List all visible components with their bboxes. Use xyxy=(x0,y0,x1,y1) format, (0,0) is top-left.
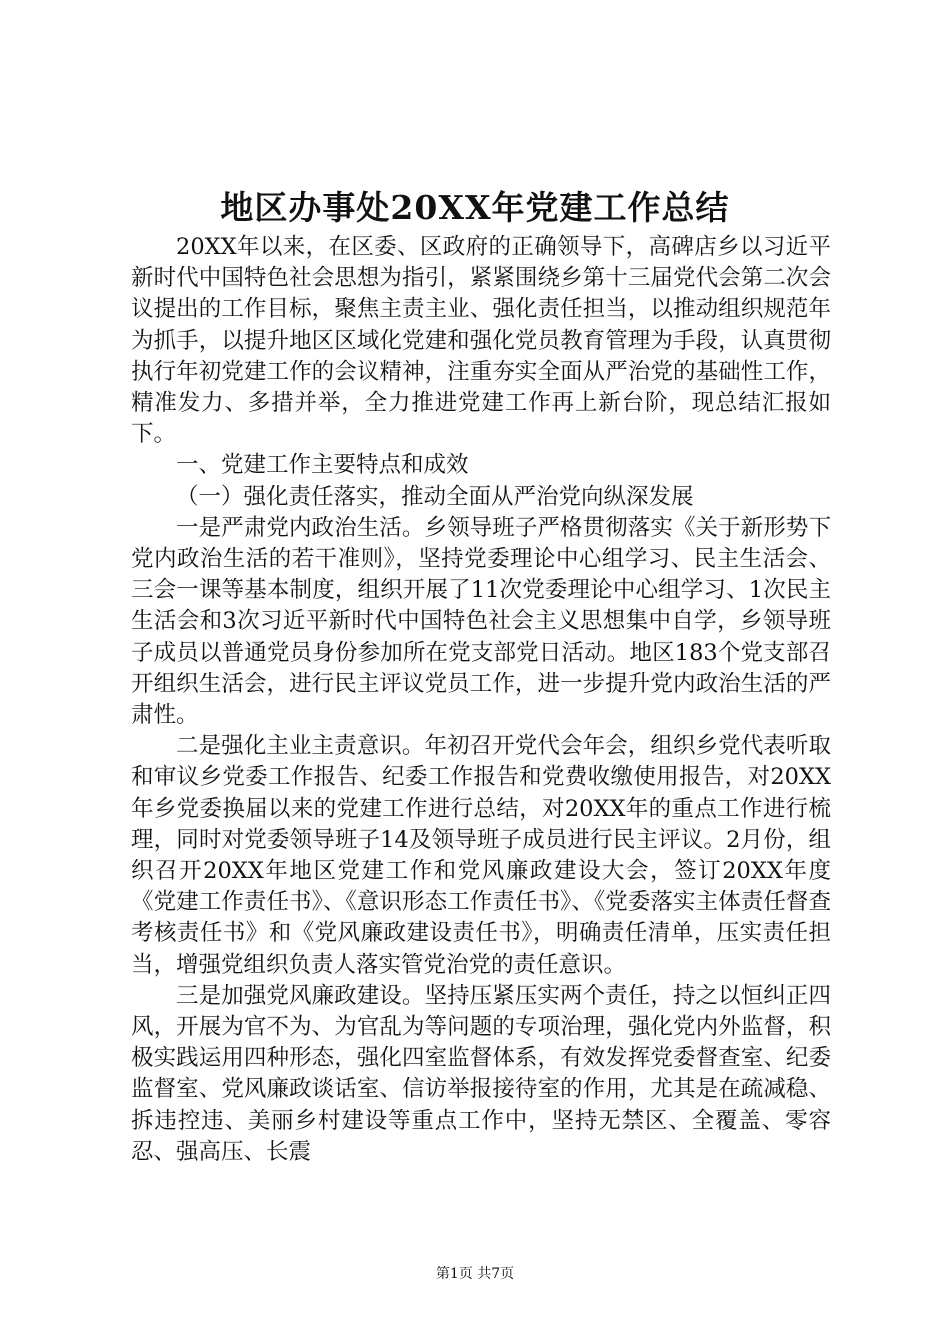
paragraph-point-2: 二是强化主业主责意识。年初召开党代会年会，组织乡党代表听取和审议乡党委工作报告、纪委工作报告和党费收缴使用报告，对20XX年乡党委换届以来的党建工作进行总结，对20XX年的重点工作进行梳理，同时对党委领导班子14及领导班子成员进行民主评议。2月份，组织召开20XX年地区党建工作和党风廉政建设大会，签订20XX年度《党建工作责任书》、《意识形态工作责任书》、《党委落实主体责任督查考核责任书》和《党风廉政建设责任书》，明确责任清单，压实责任担当，增强党组织负责人落实管党治党的责任意识。 xyxy=(131,733,831,978)
subsection-heading: （一）强化责任落实，推动全面从严治党向纵深发展 xyxy=(176,483,694,510)
paragraph-point-3: 三是加强党风廉政建设。坚持压紧压实两个责任，持之以恒纠正四风，开展为官不为、为官乱为等问题的专项治理，强化党内外监督，积极实践运用四种形态，强化四室监督体系，有效发挥党委督查室、纪委监督室、党风廉政谈话室、信访举报接待室的作用，尤其是在疏减稳、拆违控违、美丽乡村建设等重点工作中，坚持无禁区、全覆盖、零容忍、强高压、长震 xyxy=(131,982,831,1165)
section-heading: 一、党建工作主要特点和成效 xyxy=(176,452,469,479)
paragraph-point-1: 一是严肃党内政治生活。乡领导班子严格贯彻落实《关于新形势下党内政治生活的若干准则》，坚持党委理论中心组学习、民主生活会、三会一课等基本制度，组织开展了11次党委理论中心组学习、1次民主生活会和3次习近平新时代中国特色社会主义思想集中自学，乡领导班子成员以普通党员身份参加所在党支部党日活动。地区183个党支部召开组织生活会，进行民主评议党员工作，进一步提升党内政治生活的严肃性。 xyxy=(131,514,831,729)
document-title: 地区办事处20XX年党建工作总结 xyxy=(220,188,730,227)
paragraph-intro: 20XX年以来，在区委、区政府的正确领导下，高碑店乡以习近平新时代中国特色社会思想为指引，紧紧围绕乡第十三届党代会第二次会议提出的工作目标，聚焦主责主业、强化责任担当，以推动组织规范年为抓手，以提升地区区域化党建和强化党员教育管理为手段，认真贯彻执行年初党建工作的会议精神，注重夯实全面从严治党的基础性工作，精准发力、多措并举，全力推进党建工作再上新台阶，现总结汇报如下。 xyxy=(131,234,831,448)
document-body xyxy=(131,232,831,1168)
page-footer: 第1页 共7页 xyxy=(435,1266,515,1282)
